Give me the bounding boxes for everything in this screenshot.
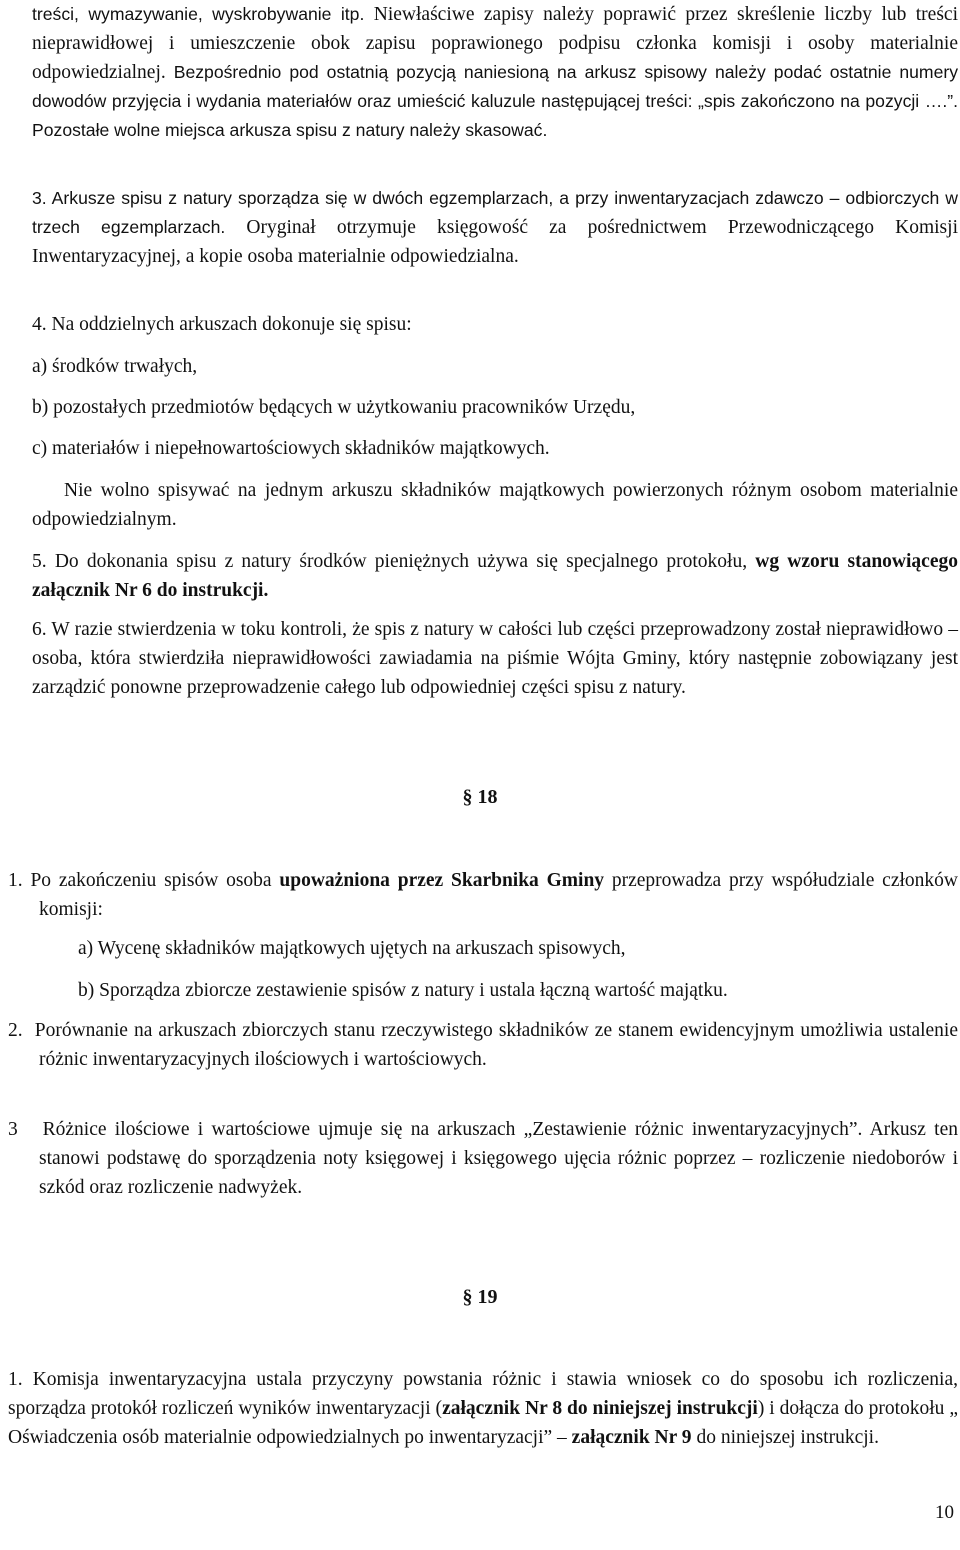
bold-run: załącznik Nr 8 do niniejszej instrukcji [442,1398,758,1419]
point-4-intro: 4. Na oddzielnych arkuszach dokonuje się spisu: [32,314,412,335]
text-run: Bezpośrednio pod ostatnią pozycją naniesioną na arkusz spisowy należy podać ostatnie numery dowodów przyjęcia i wydania materiałów oraz umieścić kaluzule następującej treści: „spis zakończono na pozycji ….”. Pozostałe wolne miejsca arkusza spisu z natury należy skasować. [32,62,959,140]
bold-run: załącznik Nr 9 [571,1427,692,1448]
text-run: 5. Do dokonania spisu z natury środków pieniężnych używa się specjalnego protokołu, [32,551,756,572]
text-run: ) i dołącza do protokołu „ Oświadczenia osób materialnie odpowiedzialnych po inwentaryzacji” – [8,1398,959,1448]
point-5 [32,547,958,605]
list-number: 1. [8,1369,23,1390]
text-run: do niniejszej instrukcji. [691,1427,879,1448]
text-run: Po zakończeniu spisów osoba [30,870,280,891]
section-18-point-3 [8,1115,958,1202]
section-heading-19: § 19 [462,1286,498,1308]
point-4-item-b: b) pozostałych przedmiotów będących w użytkowaniu pracowników Urzędu, [32,397,636,418]
text-run: 3. Arkusze spisu z natury sporządza się w dwóch egzemplarzach, a przy inwentaryzacjach zdawczo – odbiorczych w trzech egzemplarzach. [32,188,958,237]
top-continuation-paragraph [32,0,958,145]
section-18-point-2 [8,1016,958,1074]
section-heading-18: § 18 [462,786,498,808]
bold-run: upoważniona przez Skarbnika Gminy [279,870,605,891]
text-run: Różnice ilościowe i wartościowe ujmuje się na arkuszach „Zestawienie różnic inwentaryzacyjnych”. Arkusz ten stanowi podstawę do sporządzenia noty księgowej i księgowego ujęcia różnic poprzez – rozliczenie niedoborów i szkód oraz rozliczenie nadwyżek. [39,1119,958,1198]
page-number: 10 [935,1502,954,1523]
section-19-point-1 [8,1365,958,1452]
point-4-item-c: c) materiałów i niepełnowartościowych składników majątkowych. [32,438,550,459]
list-number: 2. [8,1020,23,1041]
point-3 [32,184,958,271]
bold-run: wg wzoru stanowiącego załącznik Nr 6 do instrukcji. [32,551,958,601]
text-run: Oryginał otrzymuje księgowość za pośrednictwem Przewodniczącego Komisji Inwentaryzacyjnej, a kopie osoba materialnie odpowiedzialna. [32,217,958,267]
text-run: przeprowadza przy współudziale członków komisji: [39,870,958,920]
text-run: Porównanie na arkuszach zbiorczych stanu rzeczywistego składników ze stanem ewidencyjnym umożliwia ustalenie różnic inwentaryzacyjnych ilościowych i wartościowych. [34,1020,958,1070]
point-4-note: Nie wolno spisywać na jednym arkuszu składników majątkowych powierzonych różnym osobom materialnie odpowiedzialnym. [32,480,958,530]
point-4-item-a: a) środków trwałych, [32,356,198,377]
text-run: Komisja inwentaryzacyjna ustala przyczyny powstania różnic i stawia wniosek co do sposobu ich rozliczenia, sporządza protokół rozliczeń wyników inwentaryzacji ( [8,1369,958,1419]
point-6: 6. W razie stwierdzenia w toku kontroli, że spis z natury w całości lub części przeprowadzony został nieprawidłowo – osoba, która stwierdziła nieprawidłowości zawiadamia na piśmie Wójta Gminy, który następnie zobowiązany jest zarządzić ponowne przeprowadzenie całego lub odpowiedniej części spisu z natury. [32,619,958,698]
section-18-item-a: a) Wycenę składników majątkowych ujętych na arkuszach spisowych, [78,938,626,959]
section-18-item-b: b) Sporządza zbiorcze zestawienie spisów z natury i ustala łączną wartość majątku. [78,980,728,1001]
section-18-point-1 [8,866,958,924]
text-run: Niewłaściwe zapisy należy poprawić przez skreślenie liczby lub treści nieprawidłowej i umieszczenie obok zapisu poprawionego podpisu członka komisji i osoby materialnie odpowiedzialnej. [32,4,958,83]
list-number: 3 [8,1119,18,1140]
text-run: treści, wymazywanie, wyskrobywanie itp. [32,4,374,24]
list-number: 1. [8,870,23,891]
